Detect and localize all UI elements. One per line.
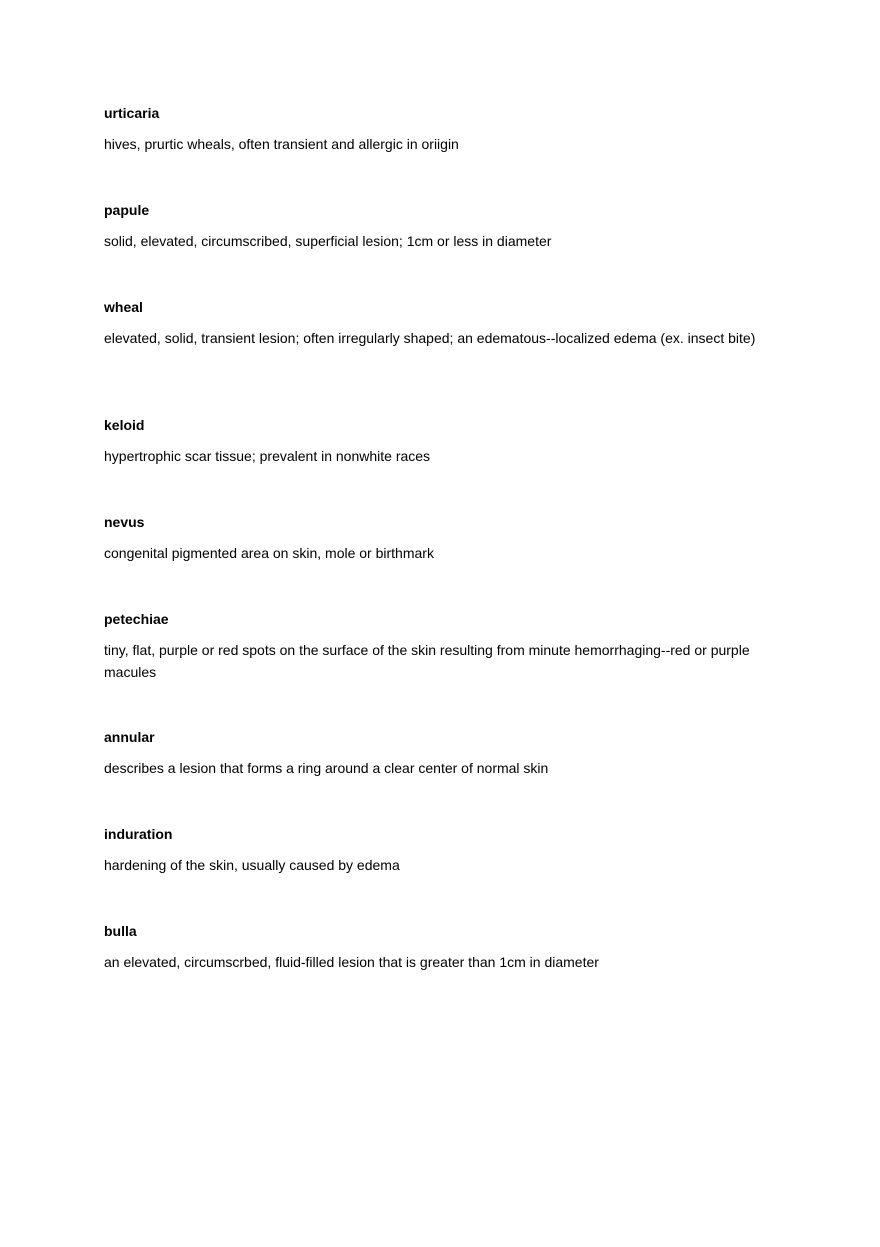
term-definition: describes a lesion that forms a ring around a clear center of normal skin bbox=[104, 760, 549, 776]
term-heading: petechiae bbox=[104, 611, 169, 627]
term-definition: tiny, flat, purple or red spots on the surface of the skin resulting from minute hemorrhaging--red or purple macules bbox=[104, 642, 750, 680]
term-definition: solid, elevated, circumscribed, superficial lesion; 1cm or less in diameter bbox=[104, 233, 552, 249]
term-definition: congenital pigmented area on skin, mole or birthmark bbox=[104, 545, 434, 561]
term-heading: keloid bbox=[104, 417, 145, 433]
term-heading: urticaria bbox=[104, 105, 160, 121]
term-heading: wheal bbox=[104, 299, 143, 315]
flashcard-entry bbox=[104, 103, 764, 155]
flashcard-entry bbox=[104, 727, 764, 779]
flashcard-entry bbox=[104, 200, 764, 252]
term-definition: elevated, solid, transient lesion; often irregularly shaped; an edematous--localized edema (ex. insect bite) bbox=[104, 330, 756, 346]
flashcard-entry bbox=[104, 512, 764, 564]
flashcard-entry bbox=[104, 415, 764, 467]
term-heading: annular bbox=[104, 729, 155, 745]
term-definition: an elevated, circumscrbed, fluid-filled lesion that is greater than 1cm in diameter bbox=[104, 954, 599, 970]
flashcard-entry bbox=[104, 609, 764, 683]
term-heading: nevus bbox=[104, 514, 145, 530]
term-definition: hardening of the skin, usually caused by edema bbox=[104, 857, 400, 873]
term-heading: induration bbox=[104, 826, 173, 842]
term-definition: hives, prurtic wheals, often transient and allergic in oriigin bbox=[104, 136, 459, 152]
flashcard-entry bbox=[104, 824, 764, 876]
term-definition: hypertrophic scar tissue; prevalent in nonwhite races bbox=[104, 448, 431, 464]
term-heading: papule bbox=[104, 202, 150, 218]
flashcard-entry bbox=[104, 297, 764, 349]
flashcard-entry bbox=[104, 921, 764, 973]
term-heading: bulla bbox=[104, 923, 137, 939]
